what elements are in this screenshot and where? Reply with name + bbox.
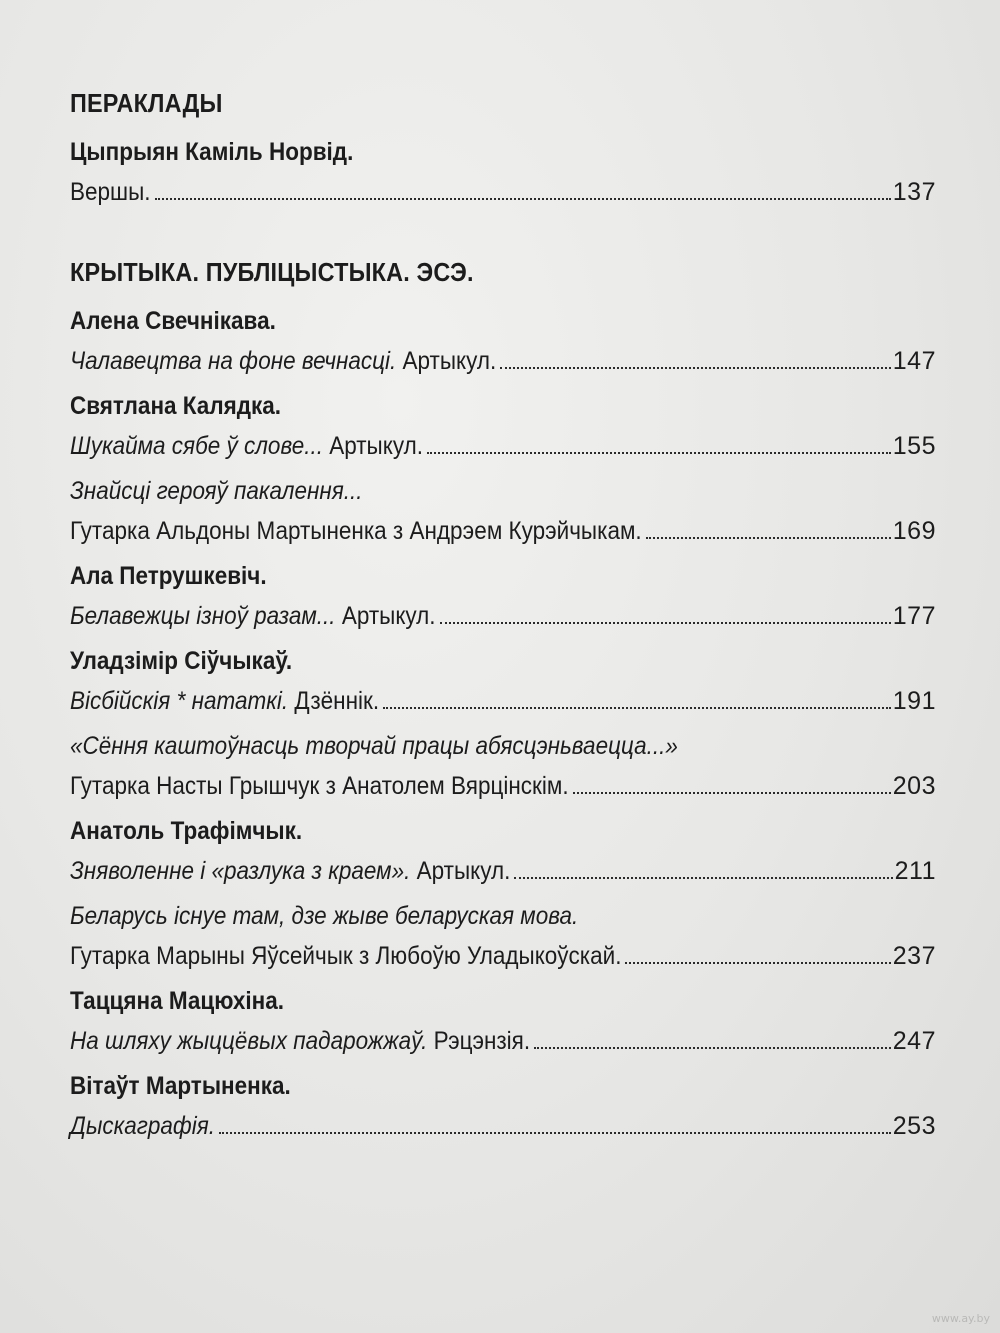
entry-title xyxy=(70,851,510,891)
entry-title xyxy=(70,936,621,976)
page-number: 177 xyxy=(892,602,936,630)
entry-title xyxy=(70,766,569,806)
entry-title xyxy=(70,1021,530,1061)
entry-subtitle: Беларусь існуе там, дзе жыве беларуская мова. xyxy=(70,902,579,930)
page-number: 169 xyxy=(892,517,936,545)
title-gap xyxy=(70,122,936,132)
toc-entry xyxy=(70,811,936,891)
entry-title-italic: Вісбійскія * нататкі. xyxy=(70,687,289,715)
entry-title-italic: Белавежцы ізноў разам... xyxy=(70,602,336,630)
toc-line xyxy=(70,766,936,806)
toc-entry xyxy=(70,1066,936,1146)
entry-author: Анатоль Трафімчык. xyxy=(70,817,303,845)
page-number: 211 xyxy=(894,857,936,885)
watermark: www.ay.by xyxy=(931,1312,990,1325)
dot-leader xyxy=(440,622,891,624)
toc-line xyxy=(70,1106,936,1146)
entry-gap xyxy=(70,1146,936,1151)
entry-author: Святлана Калядка. xyxy=(70,392,282,420)
toc-line xyxy=(70,596,936,636)
toc-line xyxy=(70,681,936,721)
toc-line xyxy=(70,511,936,551)
toc-line xyxy=(70,426,936,466)
entry-title xyxy=(70,511,642,551)
dot-leader xyxy=(500,367,891,369)
toc-entry xyxy=(70,726,936,806)
entry-author: Уладзімір Сіўчыкаў. xyxy=(70,647,293,675)
dot-leader xyxy=(155,198,891,200)
toc-entry xyxy=(70,386,936,466)
title-gap xyxy=(70,291,936,301)
dot-leader xyxy=(427,452,891,454)
table-of-contents xyxy=(70,84,936,1151)
entry-author: Алена Свечнікава. xyxy=(70,307,276,335)
entry-title-genre: Артыкул. xyxy=(335,602,436,630)
section-title: КРЫТЫКА. ПУБЛІЦЫСТЫКА. ЭСЭ. xyxy=(70,257,474,287)
toc-line xyxy=(70,341,936,381)
entry-author: Таццяна Мацюхіна. xyxy=(70,987,284,1015)
dot-leader xyxy=(383,707,891,709)
dot-leader xyxy=(573,792,891,794)
entry-title-genre: Артыкул. xyxy=(410,857,511,885)
page-number: 237 xyxy=(892,942,936,970)
toc-line xyxy=(70,1021,936,1061)
entry-author: Цыпрыян Каміль Норвід. xyxy=(70,138,354,166)
entry-title-italic: Зняволенне і «разлука з краем». xyxy=(70,857,411,885)
toc-entry xyxy=(70,896,936,976)
toc-entry xyxy=(70,301,936,381)
page-number: 147 xyxy=(892,347,936,375)
dot-leader xyxy=(625,962,890,964)
dot-leader xyxy=(219,1132,891,1134)
entry-title-genre: Дзённік. xyxy=(288,687,380,715)
entry-author: Вітаўт Мартыненка. xyxy=(70,1072,291,1100)
entry-title-italic: На шляху жыццёвых падарожжаў. xyxy=(70,1027,428,1055)
entry-title-italic: Чалавецтва на фоне вечнасці. xyxy=(70,347,397,375)
dot-leader xyxy=(534,1047,891,1049)
entry-title xyxy=(70,681,379,721)
page-number: 155 xyxy=(892,432,936,460)
section-title: ПЕРАКЛАДЫ xyxy=(70,88,223,118)
toc-entry xyxy=(70,641,936,721)
entry-title-genre: Гутарка Альдоны Мартыненка з Андрэем Курэйчыкам. xyxy=(70,517,642,545)
entry-title-genre: Гутарка Марыны Яўсейчык з Любоўю Уладыкоўскай. xyxy=(70,942,622,970)
toc-line xyxy=(70,936,936,976)
toc-entry xyxy=(70,981,936,1061)
page-number: 247 xyxy=(892,1027,936,1055)
entry-title xyxy=(70,426,423,466)
entry-title-genre: Рэцэнзія. xyxy=(427,1027,531,1055)
dot-leader xyxy=(514,877,892,879)
page-number: 191 xyxy=(892,687,936,715)
entry-title-genre: Артыкул. xyxy=(322,432,423,460)
entry-title xyxy=(70,341,496,381)
entry-title-italic: Шукайма сябе ў слове... xyxy=(70,432,323,460)
toc-line xyxy=(70,851,936,891)
page-number: 253 xyxy=(892,1112,936,1140)
entry-author: Ала Петрушкевіч. xyxy=(70,562,267,590)
entry-title xyxy=(70,596,436,636)
page-number: 203 xyxy=(892,772,936,800)
entry-title xyxy=(70,172,151,212)
entry-title xyxy=(70,1106,215,1146)
dot-leader xyxy=(646,537,891,539)
entry-title-genre: Артыкул. xyxy=(396,347,497,375)
toc-entry xyxy=(70,471,936,551)
toc-entry xyxy=(70,556,936,636)
entry-title-genre: Вершы. xyxy=(70,178,151,206)
toc-entry xyxy=(70,132,936,212)
toc-line xyxy=(70,172,936,212)
page-number: 137 xyxy=(892,178,936,206)
entry-title-genre: Гутарка Насты Грышчук з Анатолем Вярцінскім. xyxy=(70,772,569,800)
entry-subtitle: Знайсці герояў пакалення... xyxy=(70,477,363,505)
entry-title-italic: Дыскаграфія. xyxy=(70,1112,215,1140)
entry-subtitle: «Сёння каштоўнасць творчай працы абясцэньваецца...» xyxy=(70,732,678,760)
section-gap xyxy=(70,217,936,253)
